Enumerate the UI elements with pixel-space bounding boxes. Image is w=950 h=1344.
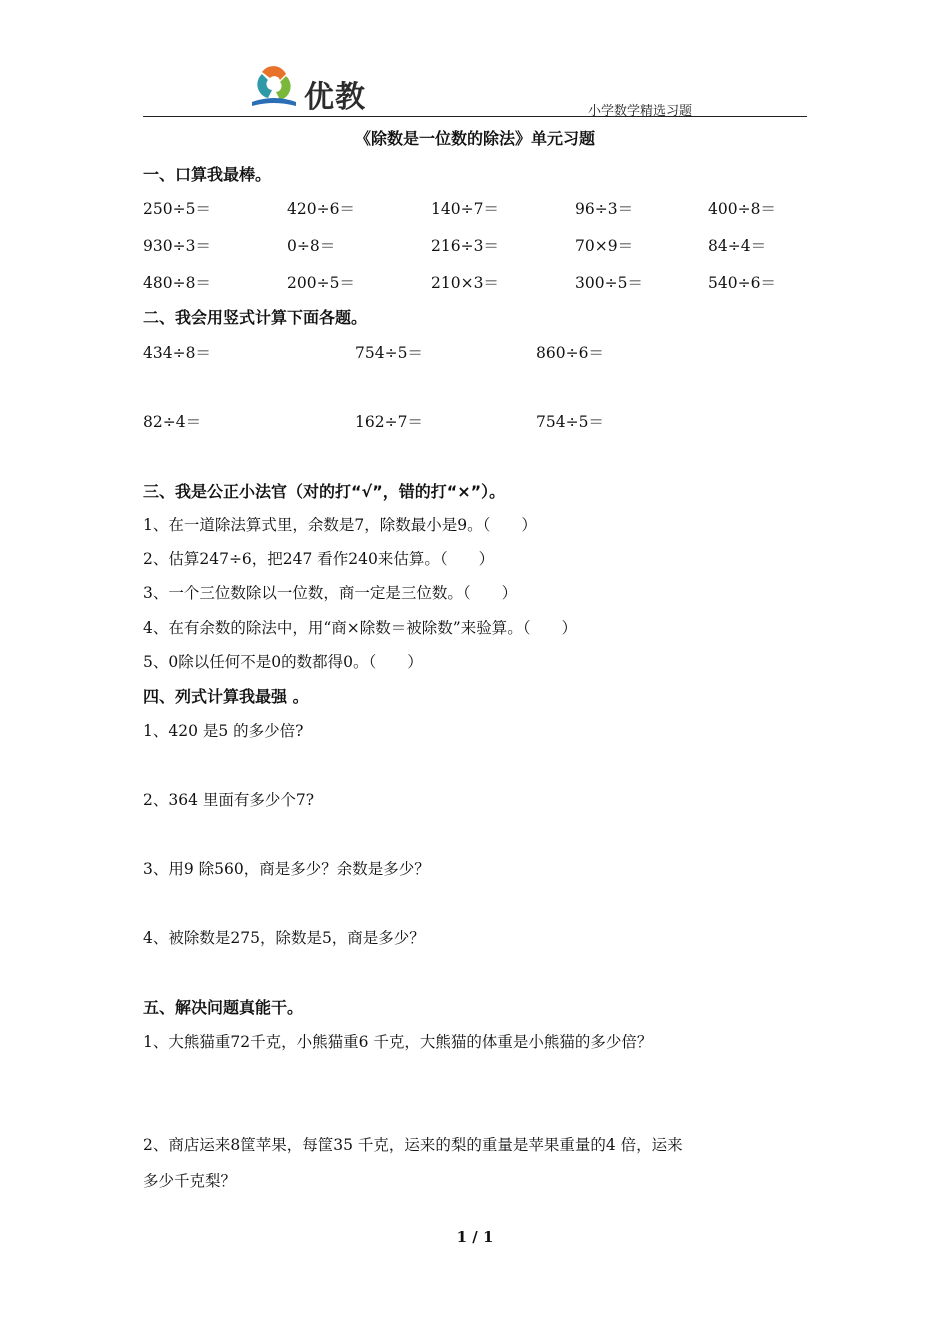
judge-item: 1、在一道除法算式里，余数是7，除数最小是9。（ ） [143, 516, 537, 534]
oral-calc-item: 84÷4＝ [708, 237, 767, 255]
oral-calc-item: 420÷6＝ [287, 200, 355, 218]
oral-calc-item: 140÷7＝ [431, 200, 499, 218]
brand-logo [246, 64, 382, 114]
oral-calc-item: 70×9＝ [575, 237, 634, 255]
oral-calc-item: 210×3＝ [431, 274, 499, 292]
page-number: 1 / 1 [456, 1228, 494, 1246]
oral-calc-item: 0÷8＝ [287, 237, 336, 255]
word-problem-item: 2、商店运来8筐苹果，每筐35 千克，运来的梨的重量是苹果重量的4 倍，运来 [143, 1136, 683, 1154]
judge-item: 4、在有余数的除法中，用“商×除数＝被除数”来验算。（ ） [143, 619, 577, 637]
oral-calc-item: 480÷8＝ [143, 274, 211, 292]
document-title: 《除数是一位数的除法》单元习题 [354, 129, 595, 148]
oral-calc-item: 96÷3＝ [575, 200, 634, 218]
oral-calc-item: 930÷3＝ [143, 237, 211, 255]
header-divider [143, 116, 807, 117]
vertical-calc-item: 754÷5＝ [355, 344, 423, 362]
judge-item: 2、估算247÷6，把247 看作240来估算。（ ） [143, 550, 495, 568]
judge-item: 3、一个三位数除以一位数，商一定是三位数。（ ） [143, 584, 518, 602]
word-problem-item-continued: 多少千克梨？ [143, 1172, 237, 1190]
expression-item: 1、420 是5 的多少倍? [143, 722, 304, 740]
section2-heading: 二、我会用竖式计算下面各题。 [143, 308, 368, 327]
vertical-calc-item: 82÷4＝ [143, 413, 202, 431]
vertical-calc-item: 162÷7＝ [355, 413, 423, 431]
section4-heading: 四、列式计算我最强 。 [143, 687, 309, 706]
judge-item: 5、0除以任何不是0的数都得0。（ ） [143, 653, 423, 671]
section5-heading: 五、解决问题真能干。 [143, 998, 304, 1017]
oral-calc-item: 216÷3＝ [431, 237, 499, 255]
oral-calc-item: 200÷5＝ [287, 274, 355, 292]
section3-heading: 三、我是公正小法官（对的打“√”，错的打“×”）。 [143, 482, 506, 501]
expression-item: 4、被除数是275，除数是5，商是多少？ [143, 929, 425, 947]
oral-calc-item: 250÷5＝ [143, 200, 211, 218]
brand-name: 优教 [304, 80, 366, 115]
logo-icon [246, 64, 302, 112]
expression-item: 2、364 里面有多少个7? [143, 791, 315, 809]
oral-calc-item: 400÷8＝ [708, 200, 776, 218]
vertical-calc-item: 860÷6＝ [536, 344, 604, 362]
word-problem-item: 1、大熊猫重72千克，小熊猫重6 千克，大熊猫的体重是小熊猫的多少倍？ [143, 1033, 653, 1051]
oral-calc-item: 300÷5＝ [575, 274, 643, 292]
expression-item: 3、用9 除560，商是多少？余数是多少？ [143, 860, 430, 878]
section1-heading: 一、口算我最棒。 [143, 165, 272, 184]
header-subtitle: 小学数学精选习题 [588, 104, 693, 119]
oral-calc-item: 540÷6＝ [708, 274, 776, 292]
vertical-calc-item: 754÷5＝ [536, 413, 604, 431]
vertical-calc-item: 434÷8＝ [143, 344, 211, 362]
